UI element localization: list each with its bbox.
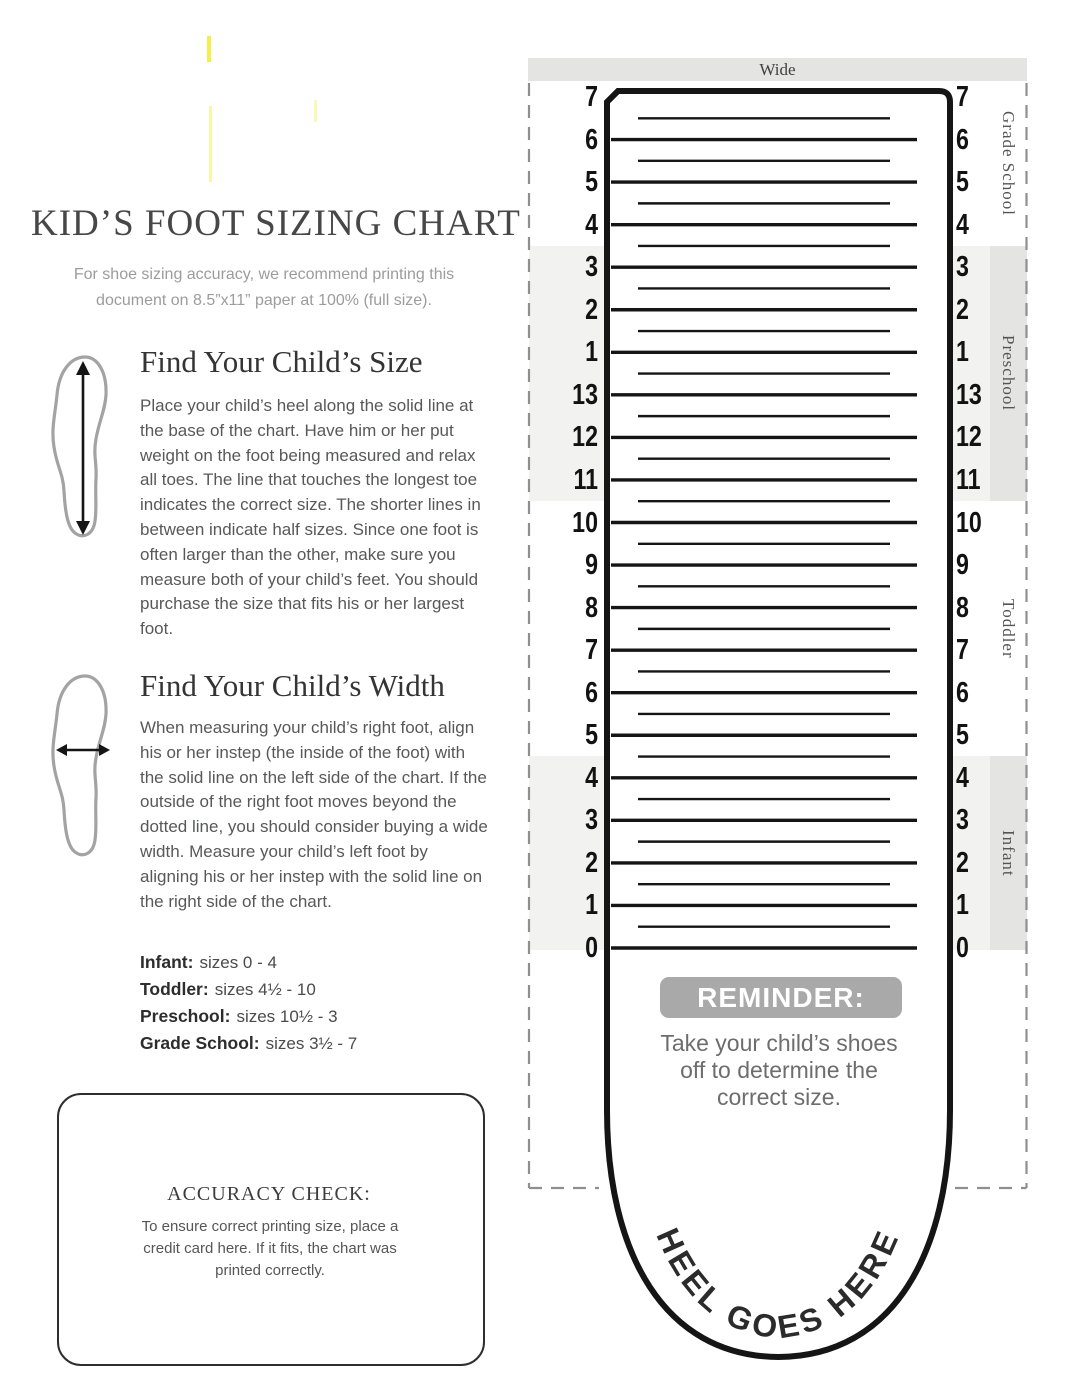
reminder-text: Take your child’s shoes off to determine the correct size. bbox=[660, 1030, 898, 1110]
size-label-left: 10 bbox=[572, 506, 598, 539]
wide-width-band: Wide bbox=[528, 58, 1027, 81]
section-width-heading: Find Your Child’s Width bbox=[140, 668, 445, 703]
size-label-right: 3 bbox=[956, 804, 969, 837]
size-label-left: 2 bbox=[585, 293, 598, 326]
reminder-badge: REMINDER: bbox=[660, 977, 902, 1018]
size-label-right: 12 bbox=[956, 421, 982, 454]
size-label-left: 4 bbox=[585, 761, 598, 794]
size-label-right: 6 bbox=[956, 676, 969, 709]
accuracy-check-heading: ACCURACY CHECK: bbox=[167, 1183, 371, 1205]
category-label: Preschool bbox=[990, 246, 1027, 501]
range-label: Grade School: bbox=[140, 1033, 260, 1053]
size-label-left: 9 bbox=[585, 549, 598, 582]
section-size-heading: Find Your Child’s Size bbox=[140, 344, 423, 379]
size-label-right: 9 bbox=[956, 549, 969, 582]
size-label-left: 6 bbox=[585, 676, 598, 709]
size-label-right: 1 bbox=[956, 336, 969, 369]
size-label-right: 7 bbox=[956, 634, 969, 667]
range-value: sizes 10½ - 3 bbox=[236, 1007, 338, 1026]
size-label-left: 13 bbox=[572, 378, 598, 411]
size-label-left: 0 bbox=[585, 932, 598, 964]
size-label-left: 5 bbox=[585, 719, 598, 752]
size-label-left: 2 bbox=[585, 846, 598, 879]
section-size-body: Place your child’s heel along the solid line at the base of the chart. Have him or her put weight on the foot being measured and relax all toes. The line that touches the longest toe indicates the correct size. The shorter lines in between indicate half sizes. Since one foot is often larger than the other, make sure you measure both of your child’s feet. You should purchase the size that fits his or her largest foot. bbox=[140, 396, 481, 639]
range-value: sizes 0 - 4 bbox=[199, 953, 277, 972]
size-label-right: 13 bbox=[956, 378, 982, 411]
size-label-right: 4 bbox=[956, 208, 969, 241]
range-value: sizes 3½ - 7 bbox=[265, 1034, 358, 1053]
size-label-right: 5 bbox=[956, 166, 969, 199]
size-label-right: 7 bbox=[956, 81, 969, 113]
size-label-left: 7 bbox=[585, 81, 598, 113]
size-label-left: 3 bbox=[585, 251, 598, 284]
size-label-right: 11 bbox=[956, 463, 981, 496]
size-lines bbox=[611, 118, 917, 948]
size-label-right: 5 bbox=[956, 719, 969, 752]
size-label-left: 1 bbox=[585, 889, 598, 922]
size-label-right: 2 bbox=[956, 293, 969, 326]
category-label: Infant bbox=[990, 756, 1027, 950]
heel-goes-here-label: HEEL GOES HERE bbox=[649, 1222, 907, 1346]
size-label-right: 10 bbox=[956, 506, 982, 539]
size-label-right: 6 bbox=[956, 123, 969, 156]
size-label-left: 7 bbox=[585, 634, 598, 667]
size-label-left: 11 bbox=[573, 463, 598, 496]
range-label: Infant: bbox=[140, 952, 194, 972]
size-label-right: 4 bbox=[956, 761, 969, 794]
size-label-left: 6 bbox=[585, 123, 598, 156]
size-label-left: 1 bbox=[585, 336, 598, 369]
size-label-right: 2 bbox=[956, 846, 969, 879]
category-label: Grade School bbox=[999, 110, 1018, 216]
page-subtitle: For shoe sizing accuracy, we recommend printing this document on 8.5”x11” paper at 100% (full size). bbox=[73, 266, 455, 309]
ruler-foot-outline bbox=[607, 91, 950, 1357]
size-label-left: 4 bbox=[585, 208, 598, 241]
size-label-left: 5 bbox=[585, 166, 598, 199]
size-label-left: 8 bbox=[585, 591, 598, 624]
size-label-right: 0 bbox=[956, 932, 969, 964]
size-label-left: 12 bbox=[572, 421, 598, 454]
page-title: KID’S FOOT SIZING CHART bbox=[31, 203, 521, 244]
range-value: sizes 4½ - 10 bbox=[214, 980, 316, 999]
range-label: Preschool: bbox=[140, 1006, 231, 1026]
category-label: Toddler bbox=[999, 598, 1018, 659]
range-label: Toddler: bbox=[140, 979, 209, 999]
section-width-body: When measuring your child’s right foot, align his or her instep (the inside of the foot) with the solid line on the left side of the chart. If the outside of the right foot moves beyond the dotted line, you should consider buying a wide width. Measure your child’s left foot by aligning his or her instep with the solid line on the right side of the chart. bbox=[140, 718, 488, 911]
size-label-right: 3 bbox=[956, 251, 969, 284]
accuracy-check-body: To ensure correct printing size, place a credit card here. If it fits, the chart was printed correctly. bbox=[141, 1218, 399, 1279]
size-label-right: 1 bbox=[956, 889, 969, 922]
size-label-left: 3 bbox=[585, 804, 598, 837]
size-label-right: 8 bbox=[956, 591, 969, 624]
